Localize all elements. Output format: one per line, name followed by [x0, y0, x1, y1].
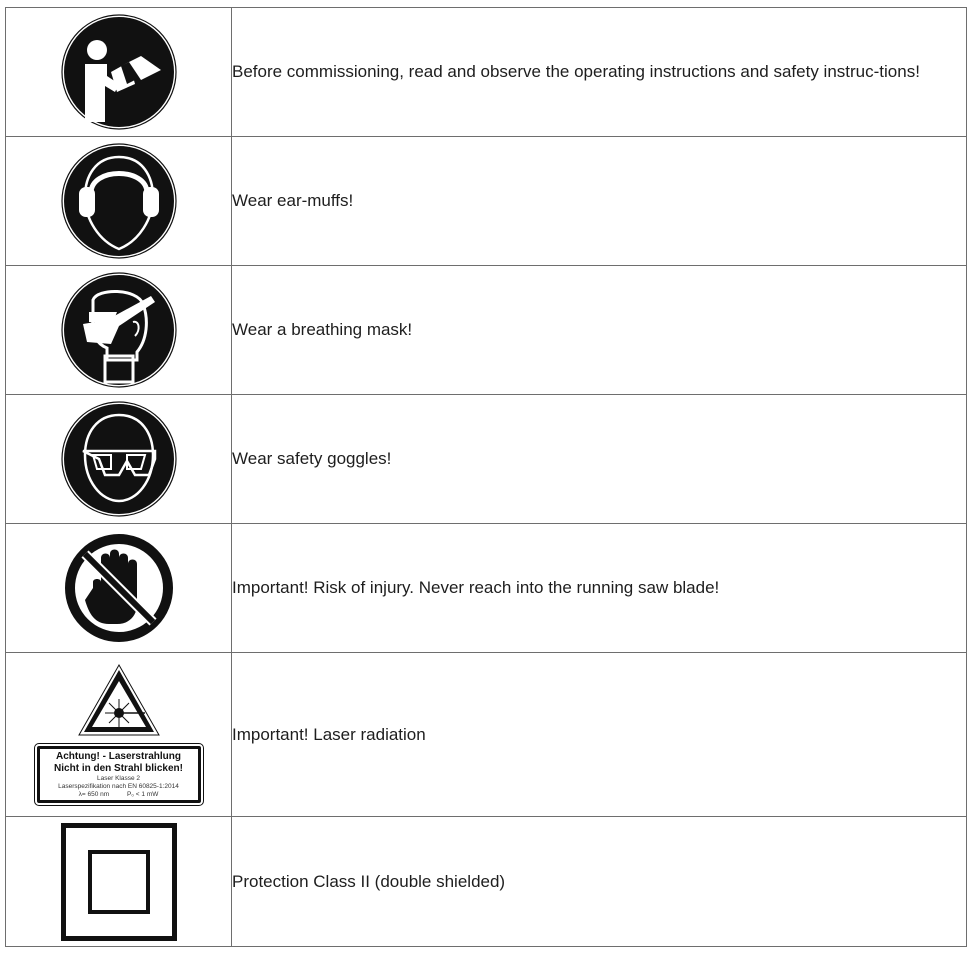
- instruction-text: Protection Class II (double shielded): [232, 817, 967, 947]
- instruction-text: Wear a breathing mask!: [232, 266, 967, 395]
- laser-warning-label: [34, 743, 204, 806]
- table-row: [6, 137, 967, 266]
- icon-cell: [6, 266, 232, 395]
- table-row: [6, 8, 967, 137]
- instruction-text: Important! Laser radiation: [232, 653, 967, 817]
- no-hand-reach-icon: [63, 532, 175, 644]
- table-row: [6, 395, 967, 524]
- laser-warning-icon: [77, 663, 161, 737]
- icon-cell: [6, 817, 232, 947]
- safety-symbols-table: [5, 7, 967, 947]
- icon-cell: [6, 137, 232, 266]
- read-manual-icon: [61, 14, 177, 130]
- instruction-text: Important! Risk of injury. Never reach into the running saw blade!: [232, 524, 967, 653]
- breathing-mask-icon: [61, 272, 177, 388]
- laser-power: P₀ < 1 mW: [126, 791, 159, 798]
- table-row: [6, 653, 967, 817]
- laser-label-heading: Achtung! - Laserstrahlung: [55, 751, 181, 762]
- table-row: [6, 524, 967, 653]
- icon-cell: [6, 653, 232, 817]
- icon-cell: [6, 395, 232, 524]
- laser-label-spec: Laserspezifikation nach EN 60825-1:2014: [58, 783, 179, 790]
- protection-class-ii-icon: [61, 823, 177, 941]
- icon-cell: [6, 8, 232, 137]
- laser-wavelength: λ= 650 nm: [78, 791, 110, 798]
- instruction-text: Before commissioning, read and observe the operating instructions and safety instruc-tions!: [232, 8, 967, 137]
- table-row: [6, 817, 967, 947]
- laser-label-warning: Nicht in den Strahl blicken!: [54, 763, 183, 774]
- laser-label-class: Laser Klasse 2: [97, 775, 140, 782]
- ear-muffs-icon: [61, 143, 177, 259]
- icon-cell: [6, 524, 232, 653]
- instruction-text: Wear safety goggles!: [232, 395, 967, 524]
- instruction-text: Wear ear-muffs!: [232, 137, 967, 266]
- safety-goggles-icon: [61, 401, 177, 517]
- table-row: [6, 266, 967, 395]
- laser-label-values: [42, 791, 196, 799]
